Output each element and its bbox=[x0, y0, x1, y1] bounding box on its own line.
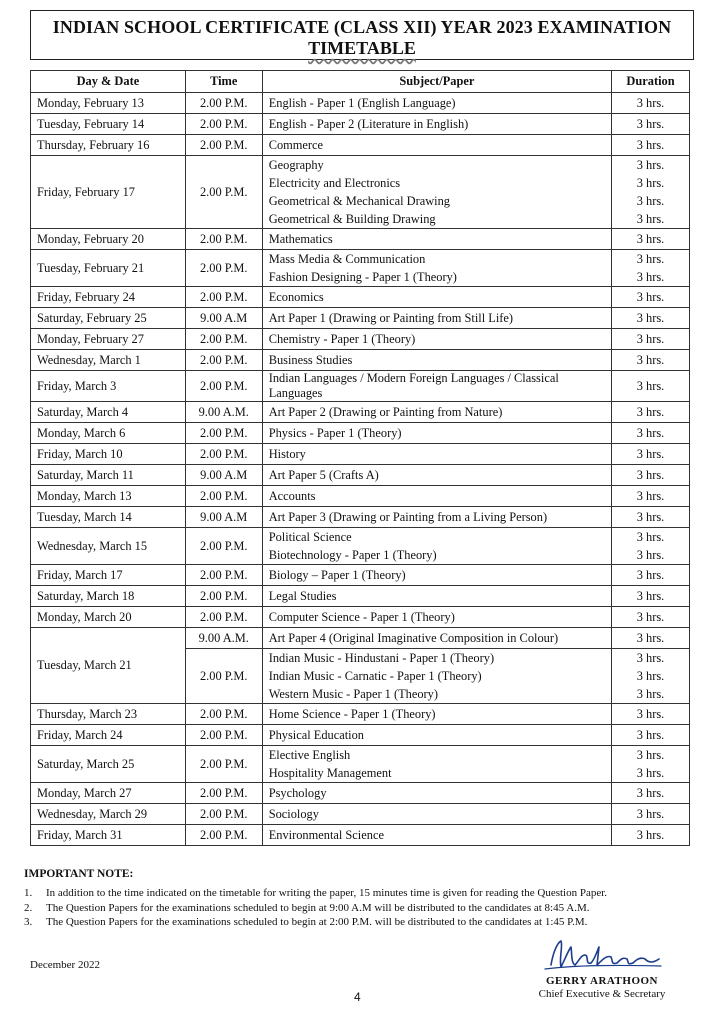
day-date-cell: Tuesday, March 21 bbox=[31, 628, 186, 704]
duration-line: 3 hrs. bbox=[636, 426, 665, 440]
subject-cell bbox=[262, 423, 611, 444]
subject-cell bbox=[262, 528, 611, 565]
day-date-cell: Monday, February 20 bbox=[31, 229, 186, 250]
duration-cell bbox=[612, 371, 690, 402]
duration-cell bbox=[612, 783, 690, 804]
note-item bbox=[24, 901, 704, 916]
table-row bbox=[31, 93, 690, 114]
table-row bbox=[31, 229, 690, 250]
day-date-cell: Friday, March 3 bbox=[31, 371, 186, 402]
time-cell: 2.00 P.M. bbox=[185, 725, 262, 746]
table-row bbox=[31, 586, 690, 607]
duration-cell bbox=[612, 565, 690, 586]
page-number: 4 bbox=[354, 990, 361, 1004]
subject-cell bbox=[262, 825, 611, 846]
column-header-time: Time bbox=[185, 71, 262, 93]
duration-cell bbox=[612, 250, 690, 287]
table-row bbox=[31, 444, 690, 465]
time-cell: 2.00 P.M. bbox=[185, 114, 262, 135]
duration-line: 3 hrs. bbox=[636, 489, 665, 503]
time-cell: 2.00 P.M. bbox=[185, 825, 262, 846]
day-date-cell: Friday, March 17 bbox=[31, 565, 186, 586]
day-date-cell: Saturday, March 25 bbox=[31, 746, 186, 783]
day-date-cell: Friday, February 17 bbox=[31, 156, 186, 229]
subject-line: Economics bbox=[268, 290, 324, 304]
handwritten-signature bbox=[537, 935, 667, 975]
subject-line: Electricity and Electronics bbox=[268, 176, 401, 190]
table-row bbox=[31, 350, 690, 371]
time-cell: 2.00 P.M. bbox=[185, 350, 262, 371]
duration-line: 3 hrs. bbox=[636, 807, 665, 821]
table-row bbox=[31, 465, 690, 486]
subject-cell bbox=[262, 804, 611, 825]
signer-title: Chief Executive & Secretary bbox=[538, 988, 666, 1000]
duration-line: 3 hrs. bbox=[636, 568, 665, 582]
duration-line: 3 hrs. bbox=[636, 748, 665, 762]
duration-cell bbox=[612, 114, 690, 135]
time-cell: 2.00 P.M. bbox=[185, 704, 262, 725]
day-date-cell: Saturday, March 18 bbox=[31, 586, 186, 607]
time-cell: 2.00 P.M. bbox=[185, 444, 262, 465]
subject-cell bbox=[262, 444, 611, 465]
subject-line: Accounts bbox=[268, 489, 316, 503]
time-cell: 9.00 A.M. bbox=[185, 402, 262, 423]
day-date-cell: Saturday, February 25 bbox=[31, 308, 186, 329]
duration-cell bbox=[612, 229, 690, 250]
subject-line: Biology – Paper 1 (Theory) bbox=[268, 568, 406, 582]
day-date-cell: Wednesday, March 15 bbox=[31, 528, 186, 565]
duration-line: 3 hrs. bbox=[636, 311, 665, 325]
time-cell: 9.00 A.M bbox=[185, 465, 262, 486]
table-row bbox=[31, 114, 690, 135]
time-cell: 2.00 P.M. bbox=[185, 528, 262, 565]
table-row bbox=[31, 725, 690, 746]
subject-cell bbox=[262, 229, 611, 250]
table-row bbox=[31, 704, 690, 725]
table-row bbox=[31, 607, 690, 628]
time-cell: 2.00 P.M. bbox=[185, 586, 262, 607]
subject-line: Physical Education bbox=[268, 728, 365, 742]
time-cell: 2.00 P.M. bbox=[185, 486, 262, 507]
subject-cell bbox=[262, 725, 611, 746]
duration-line: 3 hrs. bbox=[636, 548, 665, 562]
subject-cell bbox=[262, 135, 611, 156]
table-row bbox=[31, 528, 690, 565]
duration-cell bbox=[612, 423, 690, 444]
duration-line: 3 hrs. bbox=[636, 270, 665, 284]
subject-line: Art Paper 4 (Original Imaginative Composition in Colour) bbox=[268, 631, 559, 645]
subject-cell bbox=[262, 156, 611, 229]
duration-cell bbox=[612, 156, 690, 229]
duration-line: 3 hrs. bbox=[636, 405, 665, 419]
signature-block bbox=[512, 935, 692, 1001]
duration-cell bbox=[612, 804, 690, 825]
duration-cell bbox=[612, 287, 690, 308]
subject-cell bbox=[262, 402, 611, 423]
duration-cell bbox=[612, 135, 690, 156]
table-row bbox=[31, 402, 690, 423]
day-date-cell: Friday, March 31 bbox=[31, 825, 186, 846]
duration-line: 3 hrs. bbox=[636, 707, 665, 721]
duration-line: 3 hrs. bbox=[636, 651, 665, 665]
day-date-cell: Wednesday, March 1 bbox=[31, 350, 186, 371]
duration-line: 3 hrs. bbox=[636, 176, 665, 190]
column-header-subject: Subject/Paper bbox=[262, 71, 611, 93]
timetable bbox=[30, 70, 690, 846]
table-row bbox=[31, 565, 690, 586]
subject-line: Art Paper 5 (Crafts A) bbox=[268, 468, 379, 482]
time-cell: 2.00 P.M. bbox=[185, 156, 262, 229]
duration-cell bbox=[612, 649, 690, 704]
time-cell: 2.00 P.M. bbox=[185, 565, 262, 586]
day-date-cell: Monday, February 13 bbox=[31, 93, 186, 114]
table-row bbox=[31, 486, 690, 507]
day-date-cell: Monday, March 13 bbox=[31, 486, 186, 507]
subject-cell bbox=[262, 586, 611, 607]
subject-cell bbox=[262, 287, 611, 308]
duration-line: 3 hrs. bbox=[636, 332, 665, 346]
duration-line: 3 hrs. bbox=[636, 96, 665, 110]
day-date-cell: Monday, March 27 bbox=[31, 783, 186, 804]
duration-line: 3 hrs. bbox=[636, 631, 665, 645]
duration-line: 3 hrs. bbox=[636, 232, 665, 246]
subject-line: History bbox=[268, 447, 306, 461]
subject-line: Mass Media & Communication bbox=[268, 252, 426, 266]
duration-line: 3 hrs. bbox=[636, 447, 665, 461]
table-row bbox=[31, 156, 690, 229]
subject-line: Physics - Paper 1 (Theory) bbox=[268, 426, 402, 440]
duration-line: 3 hrs. bbox=[636, 687, 665, 701]
subject-cell bbox=[262, 628, 611, 649]
table-row bbox=[31, 287, 690, 308]
duration-line: 3 hrs. bbox=[636, 138, 665, 152]
table-row bbox=[31, 423, 690, 444]
time-cell: 9.00 A.M. bbox=[185, 628, 262, 649]
duration-line: 3 hrs. bbox=[636, 589, 665, 603]
time-cell: 2.00 P.M. bbox=[185, 250, 262, 287]
subject-line: Art Paper 2 (Drawing or Painting from Nature) bbox=[268, 405, 503, 419]
day-date-cell: Tuesday, March 14 bbox=[31, 507, 186, 528]
duration-line: 3 hrs. bbox=[636, 766, 665, 780]
timetable-body bbox=[31, 93, 690, 846]
subject-line: Hospitality Management bbox=[268, 766, 392, 780]
header-row bbox=[31, 71, 690, 93]
document-title: INDIAN SCHOOL CERTIFICATE (CLASS XII) YEAR 2023 EXAMINATION bbox=[52, 17, 672, 37]
subject-cell bbox=[262, 486, 611, 507]
subject-line: Mathematics bbox=[268, 232, 333, 246]
subject-line: Biotechnology - Paper 1 (Theory) bbox=[268, 548, 437, 562]
duration-line: 3 hrs. bbox=[636, 117, 665, 131]
time-cell: 2.00 P.M. bbox=[185, 423, 262, 444]
duration-cell bbox=[612, 486, 690, 507]
table-row bbox=[31, 329, 690, 350]
subject-cell bbox=[262, 704, 611, 725]
subject-cell bbox=[262, 250, 611, 287]
time-cell: 2.00 P.M. bbox=[185, 607, 262, 628]
duration-line: 3 hrs. bbox=[636, 669, 665, 683]
duration-cell bbox=[612, 528, 690, 565]
table-row bbox=[31, 783, 690, 804]
time-cell: 2.00 P.M. bbox=[185, 287, 262, 308]
subject-line: Business Studies bbox=[268, 353, 353, 367]
subject-cell bbox=[262, 465, 611, 486]
subject-line: English - Paper 1 (English Language) bbox=[268, 96, 456, 110]
time-cell: 2.00 P.M. bbox=[185, 135, 262, 156]
subject-cell bbox=[262, 507, 611, 528]
document-subtitle: TIMETABLE bbox=[308, 38, 416, 58]
subject-cell bbox=[262, 607, 611, 628]
duration-cell bbox=[612, 746, 690, 783]
day-date-cell: Thursday, February 16 bbox=[31, 135, 186, 156]
duration-cell bbox=[612, 308, 690, 329]
subject-cell bbox=[262, 350, 611, 371]
subject-line: Computer Science - Paper 1 (Theory) bbox=[268, 610, 455, 624]
subject-cell bbox=[262, 746, 611, 783]
subject-line: Art Paper 1 (Drawing or Painting from Still Life) bbox=[268, 311, 514, 325]
subject-line: Geometrical & Building Drawing bbox=[268, 212, 436, 226]
duration-line: 3 hrs. bbox=[636, 610, 665, 624]
time-cell: 2.00 P.M. bbox=[185, 93, 262, 114]
day-date-cell: Tuesday, February 14 bbox=[31, 114, 186, 135]
subject-line: Art Paper 3 (Drawing or Painting from a Living Person) bbox=[268, 510, 548, 524]
duration-line: 3 hrs. bbox=[636, 728, 665, 742]
subject-line: Elective English bbox=[268, 748, 351, 762]
duration-line: 3 hrs. bbox=[636, 212, 665, 226]
subject-cell: Indian Languages / Modern Foreign Languages / Classical Languages bbox=[262, 371, 611, 402]
subject-cell bbox=[262, 565, 611, 586]
duration-cell bbox=[612, 725, 690, 746]
signer-name: GERRY ARATHOON bbox=[545, 975, 659, 987]
issue-date: December 2022 bbox=[30, 959, 100, 971]
day-date-cell: Saturday, March 4 bbox=[31, 402, 186, 423]
note-number: 2. bbox=[24, 901, 33, 914]
subject-line: Indian Music - Carnatic - Paper 1 (Theory) bbox=[268, 669, 482, 683]
time-cell: 9.00 A.M bbox=[185, 507, 262, 528]
title-box bbox=[30, 10, 694, 60]
subject-line: English - Paper 2 (Literature in English) bbox=[268, 117, 469, 131]
column-header-duration: Duration bbox=[612, 71, 690, 93]
day-date-cell: Tuesday, February 21 bbox=[31, 250, 186, 287]
duration-line: 3 hrs. bbox=[636, 468, 665, 482]
column-header-day: Day & Date bbox=[31, 71, 186, 93]
duration-cell bbox=[612, 444, 690, 465]
subject-cell bbox=[262, 783, 611, 804]
subject-line: Legal Studies bbox=[268, 589, 337, 603]
duration-cell bbox=[612, 350, 690, 371]
subject-line: Environmental Science bbox=[268, 828, 384, 842]
duration-line: 3 hrs. bbox=[636, 510, 665, 524]
table-row bbox=[31, 628, 690, 649]
duration-cell bbox=[612, 93, 690, 114]
note-text: In addition to the time indicated on the timetable for writing the paper, 15 minutes time is given for reading the Question Paper. bbox=[46, 887, 608, 899]
duration-cell bbox=[612, 704, 690, 725]
duration-cell bbox=[612, 628, 690, 649]
duration-cell bbox=[612, 402, 690, 423]
duration-line: 3 hrs. bbox=[636, 353, 665, 367]
table-row bbox=[31, 135, 690, 156]
table-row bbox=[31, 250, 690, 287]
duration-cell bbox=[612, 825, 690, 846]
note-text: The Question Papers for the examinations scheduled to begin at 2:00 P.M. will be distributed to the candidates at 1:45 P.M. bbox=[46, 916, 588, 928]
duration-cell bbox=[612, 586, 690, 607]
subject-line: Indian Music - Hindustani - Paper 1 (Theory) bbox=[268, 651, 495, 665]
subject-cell bbox=[262, 93, 611, 114]
duration-line: 3 hrs. bbox=[636, 530, 665, 544]
subject-line: Psychology bbox=[268, 786, 327, 800]
subject-line: Chemistry - Paper 1 (Theory) bbox=[268, 332, 416, 346]
notes-title: IMPORTANT NOTE: bbox=[24, 868, 134, 880]
day-date-cell: Monday, February 27 bbox=[31, 329, 186, 350]
subject-cell bbox=[262, 329, 611, 350]
subject-line: Western Music - Paper 1 (Theory) bbox=[268, 687, 439, 701]
day-date-cell: Wednesday, March 29 bbox=[31, 804, 186, 825]
duration-line: 3 hrs. bbox=[636, 290, 665, 304]
subject-cell bbox=[262, 649, 611, 704]
duration-line: 3 hrs. bbox=[636, 379, 665, 393]
time-cell: 2.00 P.M. bbox=[185, 329, 262, 350]
day-date-cell: Monday, March 20 bbox=[31, 607, 186, 628]
table-row bbox=[31, 371, 690, 402]
duration-cell bbox=[612, 507, 690, 528]
time-cell: 2.00 P.M. bbox=[185, 783, 262, 804]
subject-line: Home Science - Paper 1 (Theory) bbox=[268, 707, 436, 721]
duration-cell bbox=[612, 465, 690, 486]
table-row bbox=[31, 507, 690, 528]
duration-line: 3 hrs. bbox=[636, 828, 665, 842]
day-date-cell: Saturday, March 11 bbox=[31, 465, 186, 486]
note-text: The Question Papers for the examinations scheduled to begin at 9:00 A.M will be distributed to the candidates at 8:45 A.M. bbox=[46, 901, 590, 914]
note-item bbox=[24, 915, 704, 930]
note-number: 3. bbox=[24, 916, 33, 928]
duration-line: 3 hrs. bbox=[636, 158, 665, 172]
note-number: 1. bbox=[24, 887, 33, 899]
important-notes bbox=[24, 868, 704, 930]
day-date-cell: Thursday, March 23 bbox=[31, 704, 186, 725]
day-date-cell: Monday, March 6 bbox=[31, 423, 186, 444]
time-cell: 2.00 P.M. bbox=[185, 371, 262, 402]
day-date-cell: Friday, March 24 bbox=[31, 725, 186, 746]
time-cell: 2.00 P.M. bbox=[185, 746, 262, 783]
day-date-cell: Friday, March 10 bbox=[31, 444, 186, 465]
subject-cell bbox=[262, 114, 611, 135]
subject-line: Commerce bbox=[268, 138, 324, 152]
duration-line: 3 hrs. bbox=[636, 194, 665, 208]
table-row bbox=[31, 308, 690, 329]
time-cell: 2.00 P.M. bbox=[185, 229, 262, 250]
duration-line: 3 hrs. bbox=[636, 786, 665, 800]
subject-line: Sociology bbox=[268, 807, 319, 821]
duration-line: 3 hrs. bbox=[636, 252, 665, 266]
duration-cell bbox=[612, 607, 690, 628]
table-row bbox=[31, 746, 690, 783]
table-row bbox=[31, 804, 690, 825]
time-cell: 9.00 A.M bbox=[185, 308, 262, 329]
subject-line: Fashion Designing - Paper 1 (Theory) bbox=[268, 270, 457, 284]
time-cell: 2.00 P.M. bbox=[185, 804, 262, 825]
day-date-cell: Friday, February 24 bbox=[31, 287, 186, 308]
subject-line: Political Science bbox=[268, 530, 352, 544]
subject-cell bbox=[262, 308, 611, 329]
subject-line: Geography bbox=[268, 158, 324, 172]
note-item bbox=[24, 886, 704, 901]
time-cell: 2.00 P.M. bbox=[185, 649, 262, 704]
subject-line: Geometrical & Mechanical Drawing bbox=[268, 194, 450, 208]
table-row bbox=[31, 825, 690, 846]
duration-cell bbox=[612, 329, 690, 350]
